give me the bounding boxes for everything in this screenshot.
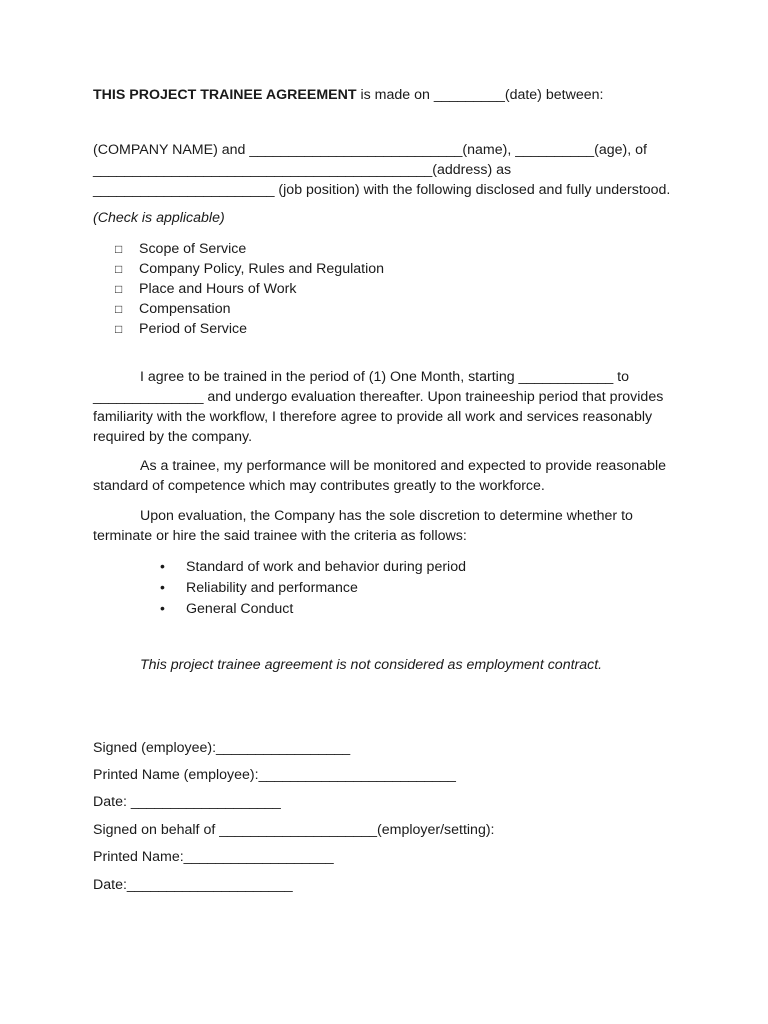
paragraph-2-line-1: As a trainee, my performance will be monitored and expected to provide reasonable <box>140 458 667 474</box>
signed-behalf-line: Signed on behalf of ____________________(employer/setting): <box>93 822 495 838</box>
paragraph-3-line-1: Upon evaluation, the Company has the sole discretion to determine whether to <box>140 508 633 524</box>
criteria-label: General Conduct <box>186 601 294 617</box>
bullet-icon: • <box>160 600 165 616</box>
paragraph-1-line-3: familiarity with the workflow, I therefore agree to provide all work and services reasonably <box>93 409 653 425</box>
intro-text: is made on _________(date) between: <box>356 87 604 103</box>
parties-line-1: (COMPANY NAME) and ___________________________(name), __________(age), of <box>93 142 647 158</box>
date-line-2: Date:_____________________ <box>93 877 293 893</box>
criteria-item <box>160 577 358 598</box>
paragraph-2-line-2: standard of competence which may contributes greatly to the workforce. <box>93 478 545 494</box>
checkbox-icon: □ <box>115 282 123 296</box>
check-item <box>115 259 384 279</box>
criteria-label: Reliability and performance <box>186 580 358 596</box>
bullet-icon: • <box>160 558 165 574</box>
intro-line <box>93 85 603 105</box>
parties-line-2: ___________________________________________(address) as <box>93 162 512 178</box>
check-item-label: Period of Service <box>139 321 248 337</box>
checkbox-icon: □ <box>115 302 123 316</box>
paragraph-1-line-1: I agree to be trained in the period of (1) One Month, starting ____________ to <box>140 369 630 385</box>
checkbox-icon: □ <box>115 262 123 276</box>
printed-name-line: Printed Name:___________________ <box>93 849 334 865</box>
criteria-label: Standard of work and behavior during period <box>186 559 466 575</box>
check-item <box>115 299 231 319</box>
agreement-title: THIS PROJECT TRAINEE AGREEMENT <box>93 87 357 103</box>
checkbox-icon: □ <box>115 242 123 256</box>
parties-line-3: _______________________ (job position) with the following disclosed and fully understood. <box>93 182 671 198</box>
checkbox-icon: □ <box>115 322 123 336</box>
date-line-1: Date: ___________________ <box>93 794 281 810</box>
check-item-label: Place and Hours of Work <box>139 281 297 297</box>
check-item <box>115 279 296 299</box>
check-item <box>115 239 246 259</box>
check-item <box>115 319 247 339</box>
criteria-item <box>160 598 293 619</box>
check-item-label: Compensation <box>139 301 231 317</box>
disclaimer: This project trainee agreement is not considered as employment contract. <box>140 657 603 673</box>
check-item-label: Scope of Service <box>139 241 247 257</box>
check-item-label: Company Policy, Rules and Regulation <box>139 261 384 277</box>
paragraph-3-line-2: terminate or hire the said trainee with the criteria as follows: <box>93 528 467 544</box>
bullet-icon: • <box>160 579 165 595</box>
printed-name-employee-line: Printed Name (employee):_________________________ <box>93 767 456 783</box>
criteria-item <box>160 556 466 577</box>
paragraph-1-line-2: ______________ and undergo evaluation thereafter. Upon traineeship period that provides <box>93 389 664 405</box>
paragraph-1-line-4: required by the company. <box>93 429 253 445</box>
check-note: (Check is applicable) <box>93 210 225 226</box>
signed-employee-line: Signed (employee):_________________ <box>93 740 351 756</box>
